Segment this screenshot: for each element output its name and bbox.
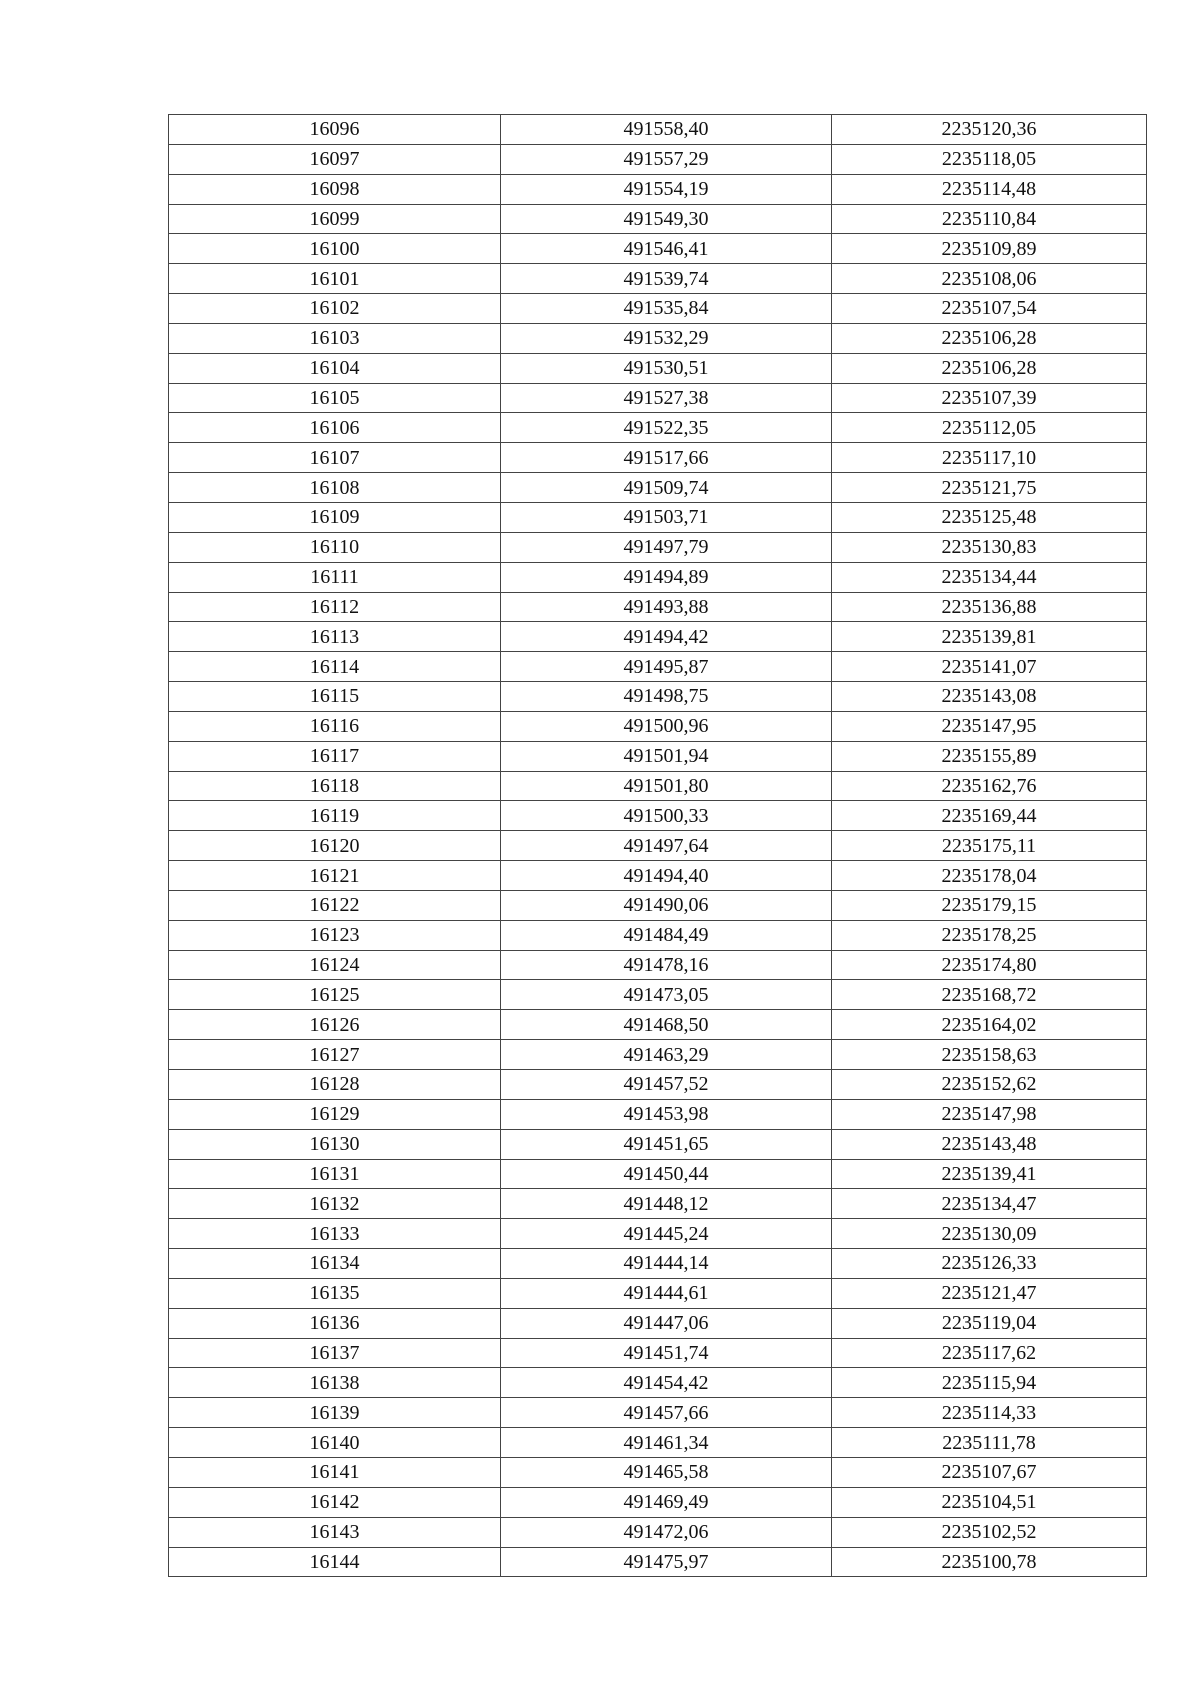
point-number-cell: 16133 <box>169 1219 501 1249</box>
point-number-cell: 16129 <box>169 1099 501 1129</box>
coordinates-table <box>168 114 1147 1577</box>
x-coordinate-cell: 491484,49 <box>501 920 832 950</box>
point-number-cell: 16143 <box>169 1517 501 1547</box>
x-coordinate-cell: 491509,74 <box>501 473 832 503</box>
x-coordinate-cell: 491478,16 <box>501 950 832 980</box>
x-coordinate-cell: 491490,06 <box>501 890 832 920</box>
x-coordinate-cell: 491457,66 <box>501 1398 832 1428</box>
y-coordinate-cell: 2235112,05 <box>832 413 1147 443</box>
table-row <box>169 1517 1147 1547</box>
table-row <box>169 1457 1147 1487</box>
point-number-cell: 16139 <box>169 1398 501 1428</box>
y-coordinate-cell: 2235108,06 <box>832 264 1147 294</box>
table-row <box>169 323 1147 353</box>
table-row <box>169 174 1147 204</box>
y-coordinate-cell: 2235168,72 <box>832 980 1147 1010</box>
y-coordinate-cell: 2235104,51 <box>832 1487 1147 1517</box>
point-number-cell: 16121 <box>169 861 501 891</box>
x-coordinate-cell: 491532,29 <box>501 323 832 353</box>
x-coordinate-cell: 491469,49 <box>501 1487 832 1517</box>
x-coordinate-cell: 491554,19 <box>501 174 832 204</box>
y-coordinate-cell: 2235164,02 <box>832 1010 1147 1040</box>
table-row <box>169 443 1147 473</box>
table-row <box>169 1129 1147 1159</box>
table-row <box>169 1428 1147 1458</box>
x-coordinate-cell: 491501,80 <box>501 771 832 801</box>
y-coordinate-cell: 2235107,54 <box>832 294 1147 324</box>
y-coordinate-cell: 2235152,62 <box>832 1070 1147 1100</box>
y-coordinate-cell: 2235120,36 <box>832 115 1147 145</box>
point-number-cell: 16113 <box>169 622 501 652</box>
table-row <box>169 1099 1147 1129</box>
table-row <box>169 1040 1147 1070</box>
point-number-cell: 16136 <box>169 1308 501 1338</box>
point-number-cell: 16132 <box>169 1189 501 1219</box>
point-number-cell: 16131 <box>169 1159 501 1189</box>
table-row <box>169 920 1147 950</box>
point-number-cell: 16138 <box>169 1368 501 1398</box>
point-number-cell: 16107 <box>169 443 501 473</box>
table-row <box>169 115 1147 145</box>
y-coordinate-cell: 2235107,67 <box>832 1457 1147 1487</box>
point-number-cell: 16124 <box>169 950 501 980</box>
y-coordinate-cell: 2235147,98 <box>832 1099 1147 1129</box>
x-coordinate-cell: 491465,58 <box>501 1457 832 1487</box>
y-coordinate-cell: 2235143,48 <box>832 1129 1147 1159</box>
x-coordinate-cell: 491494,42 <box>501 622 832 652</box>
y-coordinate-cell: 2235162,76 <box>832 771 1147 801</box>
x-coordinate-cell: 491473,05 <box>501 980 832 1010</box>
x-coordinate-cell: 491498,75 <box>501 682 832 712</box>
point-number-cell: 16119 <box>169 801 501 831</box>
y-coordinate-cell: 2235106,28 <box>832 353 1147 383</box>
x-coordinate-cell: 491494,89 <box>501 562 832 592</box>
x-coordinate-cell: 491444,61 <box>501 1278 832 1308</box>
y-coordinate-cell: 2235139,41 <box>832 1159 1147 1189</box>
y-coordinate-cell: 2235118,05 <box>832 144 1147 174</box>
table-row <box>169 592 1147 622</box>
y-coordinate-cell: 2235126,33 <box>832 1249 1147 1279</box>
table-row <box>169 682 1147 712</box>
coordinates-table-body <box>169 115 1147 1577</box>
y-coordinate-cell: 2235107,39 <box>832 383 1147 413</box>
table-row <box>169 264 1147 294</box>
table-row <box>169 1368 1147 1398</box>
y-coordinate-cell: 2235117,62 <box>832 1338 1147 1368</box>
point-number-cell: 16120 <box>169 831 501 861</box>
table-row <box>169 1338 1147 1368</box>
table-row <box>169 1398 1147 1428</box>
y-coordinate-cell: 2235100,78 <box>832 1547 1147 1577</box>
x-coordinate-cell: 491450,44 <box>501 1159 832 1189</box>
y-coordinate-cell: 2235109,89 <box>832 234 1147 264</box>
x-coordinate-cell: 491546,41 <box>501 234 832 264</box>
x-coordinate-cell: 491448,12 <box>501 1189 832 1219</box>
x-coordinate-cell: 491493,88 <box>501 592 832 622</box>
y-coordinate-cell: 2235125,48 <box>832 502 1147 532</box>
table-row <box>169 1219 1147 1249</box>
point-number-cell: 16125 <box>169 980 501 1010</box>
point-number-cell: 16116 <box>169 711 501 741</box>
y-coordinate-cell: 2235119,04 <box>832 1308 1147 1338</box>
x-coordinate-cell: 491530,51 <box>501 353 832 383</box>
y-coordinate-cell: 2235115,94 <box>832 1368 1147 1398</box>
x-coordinate-cell: 491461,34 <box>501 1428 832 1458</box>
y-coordinate-cell: 2235106,28 <box>832 323 1147 353</box>
x-coordinate-cell: 491494,40 <box>501 861 832 891</box>
table-row <box>169 980 1147 1010</box>
x-coordinate-cell: 491527,38 <box>501 383 832 413</box>
x-coordinate-cell: 491468,50 <box>501 1010 832 1040</box>
table-row <box>169 1487 1147 1517</box>
point-number-cell: 16104 <box>169 353 501 383</box>
table-row <box>169 711 1147 741</box>
x-coordinate-cell: 491454,42 <box>501 1368 832 1398</box>
table-row <box>169 1010 1147 1040</box>
y-coordinate-cell: 2235155,89 <box>832 741 1147 771</box>
x-coordinate-cell: 491517,66 <box>501 443 832 473</box>
point-number-cell: 16105 <box>169 383 501 413</box>
x-coordinate-cell: 491500,33 <box>501 801 832 831</box>
table-row <box>169 890 1147 920</box>
x-coordinate-cell: 491501,94 <box>501 741 832 771</box>
x-coordinate-cell: 491503,71 <box>501 502 832 532</box>
y-coordinate-cell: 2235169,44 <box>832 801 1147 831</box>
point-number-cell: 16100 <box>169 234 501 264</box>
table-row <box>169 294 1147 324</box>
y-coordinate-cell: 2235134,47 <box>832 1189 1147 1219</box>
table-row <box>169 413 1147 443</box>
point-number-cell: 16109 <box>169 502 501 532</box>
point-number-cell: 16112 <box>169 592 501 622</box>
table-row <box>169 1249 1147 1279</box>
point-number-cell: 16128 <box>169 1070 501 1100</box>
point-number-cell: 16140 <box>169 1428 501 1458</box>
point-number-cell: 16130 <box>169 1129 501 1159</box>
x-coordinate-cell: 491472,06 <box>501 1517 832 1547</box>
point-number-cell: 16108 <box>169 473 501 503</box>
x-coordinate-cell: 491535,84 <box>501 294 832 324</box>
y-coordinate-cell: 2235178,04 <box>832 861 1147 891</box>
table-row <box>169 861 1147 891</box>
table-row <box>169 1308 1147 1338</box>
table-row <box>169 532 1147 562</box>
y-coordinate-cell: 2235110,84 <box>832 204 1147 234</box>
y-coordinate-cell: 2235139,81 <box>832 622 1147 652</box>
table-row <box>169 1278 1147 1308</box>
y-coordinate-cell: 2235175,11 <box>832 831 1147 861</box>
point-number-cell: 16137 <box>169 1338 501 1368</box>
y-coordinate-cell: 2235178,25 <box>832 920 1147 950</box>
point-number-cell: 16135 <box>169 1278 501 1308</box>
y-coordinate-cell: 2235114,33 <box>832 1398 1147 1428</box>
table-row <box>169 204 1147 234</box>
x-coordinate-cell: 491522,35 <box>501 413 832 443</box>
point-number-cell: 16122 <box>169 890 501 920</box>
y-coordinate-cell: 2235102,52 <box>832 1517 1147 1547</box>
table-row <box>169 502 1147 532</box>
x-coordinate-cell: 491453,98 <box>501 1099 832 1129</box>
x-coordinate-cell: 491495,87 <box>501 652 832 682</box>
y-coordinate-cell: 2235174,80 <box>832 950 1147 980</box>
x-coordinate-cell: 491451,74 <box>501 1338 832 1368</box>
x-coordinate-cell: 491557,29 <box>501 144 832 174</box>
point-number-cell: 16114 <box>169 652 501 682</box>
point-number-cell: 16123 <box>169 920 501 950</box>
y-coordinate-cell: 2235141,07 <box>832 652 1147 682</box>
point-number-cell: 16134 <box>169 1249 501 1279</box>
x-coordinate-cell: 491445,24 <box>501 1219 832 1249</box>
x-coordinate-cell: 491451,65 <box>501 1129 832 1159</box>
x-coordinate-cell: 491457,52 <box>501 1070 832 1100</box>
y-coordinate-cell: 2235130,09 <box>832 1219 1147 1249</box>
table-row <box>169 1547 1147 1577</box>
table-row <box>169 1189 1147 1219</box>
point-number-cell: 16144 <box>169 1547 501 1577</box>
point-number-cell: 16096 <box>169 115 501 145</box>
table-row <box>169 622 1147 652</box>
point-number-cell: 16117 <box>169 741 501 771</box>
point-number-cell: 16118 <box>169 771 501 801</box>
point-number-cell: 16106 <box>169 413 501 443</box>
x-coordinate-cell: 491497,64 <box>501 831 832 861</box>
table-row <box>169 353 1147 383</box>
table-row <box>169 383 1147 413</box>
table-row <box>169 950 1147 980</box>
point-number-cell: 16111 <box>169 562 501 592</box>
y-coordinate-cell: 2235179,15 <box>832 890 1147 920</box>
point-number-cell: 16098 <box>169 174 501 204</box>
point-number-cell: 16097 <box>169 144 501 174</box>
x-coordinate-cell: 491475,97 <box>501 1547 832 1577</box>
point-number-cell: 16127 <box>169 1040 501 1070</box>
table-row <box>169 144 1147 174</box>
y-coordinate-cell: 2235147,95 <box>832 711 1147 741</box>
y-coordinate-cell: 2235143,08 <box>832 682 1147 712</box>
point-number-cell: 16103 <box>169 323 501 353</box>
table-row <box>169 771 1147 801</box>
point-number-cell: 16102 <box>169 294 501 324</box>
y-coordinate-cell: 2235117,10 <box>832 443 1147 473</box>
y-coordinate-cell: 2235121,47 <box>832 1278 1147 1308</box>
table-row <box>169 1070 1147 1100</box>
y-coordinate-cell: 2235111,78 <box>832 1428 1147 1458</box>
table-row <box>169 801 1147 831</box>
table-row <box>169 473 1147 503</box>
y-coordinate-cell: 2235158,63 <box>832 1040 1147 1070</box>
y-coordinate-cell: 2235134,44 <box>832 562 1147 592</box>
y-coordinate-cell: 2235136,88 <box>832 592 1147 622</box>
x-coordinate-cell: 491444,14 <box>501 1249 832 1279</box>
table-row <box>169 562 1147 592</box>
point-number-cell: 16141 <box>169 1457 501 1487</box>
x-coordinate-cell: 491463,29 <box>501 1040 832 1070</box>
point-number-cell: 16115 <box>169 682 501 712</box>
table-row <box>169 1159 1147 1189</box>
point-number-cell: 16142 <box>169 1487 501 1517</box>
table-row <box>169 234 1147 264</box>
x-coordinate-cell: 491558,40 <box>501 115 832 145</box>
x-coordinate-cell: 491497,79 <box>501 532 832 562</box>
point-number-cell: 16110 <box>169 532 501 562</box>
y-coordinate-cell: 2235114,48 <box>832 174 1147 204</box>
x-coordinate-cell: 491539,74 <box>501 264 832 294</box>
point-number-cell: 16099 <box>169 204 501 234</box>
x-coordinate-cell: 491549,30 <box>501 204 832 234</box>
x-coordinate-cell: 491500,96 <box>501 711 832 741</box>
y-coordinate-cell: 2235130,83 <box>832 532 1147 562</box>
table-row <box>169 652 1147 682</box>
point-number-cell: 16101 <box>169 264 501 294</box>
table-row <box>169 741 1147 771</box>
point-number-cell: 16126 <box>169 1010 501 1040</box>
table-row <box>169 831 1147 861</box>
y-coordinate-cell: 2235121,75 <box>832 473 1147 503</box>
x-coordinate-cell: 491447,06 <box>501 1308 832 1338</box>
